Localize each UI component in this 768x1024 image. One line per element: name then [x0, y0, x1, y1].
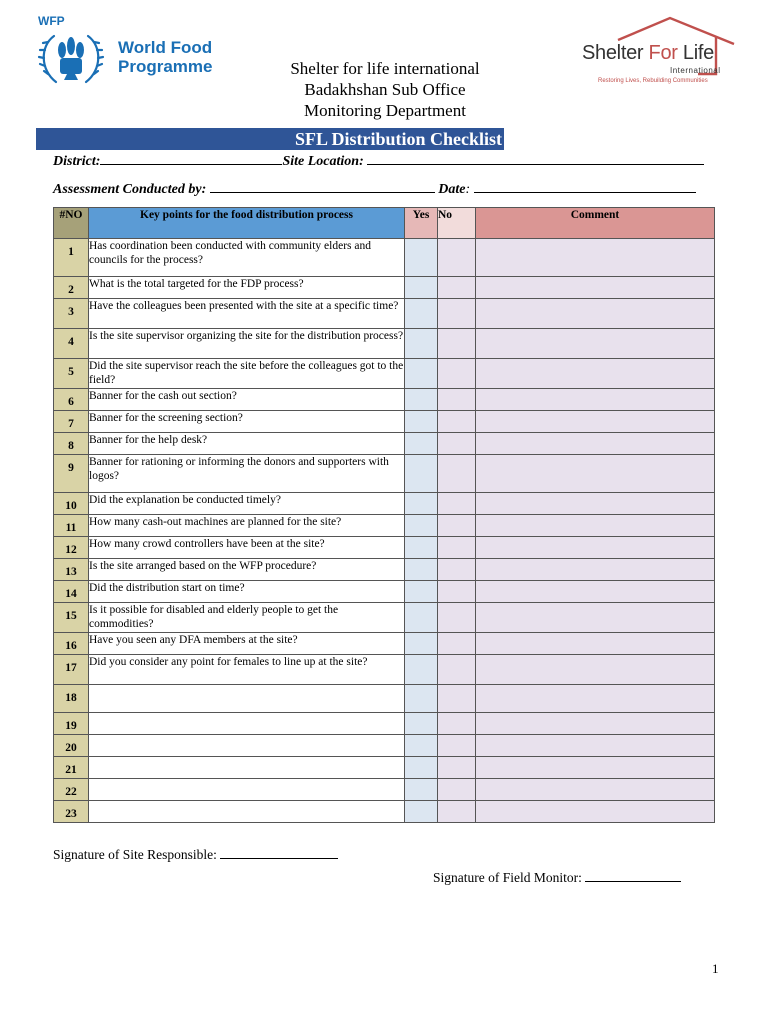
row-comment-cell[interactable] — [476, 359, 715, 389]
signature-field-monitor — [433, 869, 681, 886]
row-comment-cell[interactable] — [476, 433, 715, 455]
row-number: 4 — [54, 329, 89, 359]
row-number: 16 — [54, 633, 89, 655]
header-organization: Shelter for life international — [290, 59, 480, 78]
row-question: Is the site supervisor organizing the site for the distribution process? — [89, 329, 405, 359]
row-number: 18 — [54, 685, 89, 713]
row-yes-cell[interactable] — [405, 633, 438, 655]
row-number: 2 — [54, 277, 89, 299]
row-question: Is the site arranged based on the WFP procedure? — [89, 559, 405, 581]
row-yes-cell[interactable] — [405, 239, 438, 277]
row-yes-cell[interactable] — [405, 757, 438, 779]
table-row — [54, 411, 715, 433]
row-question: Have the colleagues been presented with the site at a specific time? — [89, 299, 405, 329]
row-comment-cell[interactable] — [476, 455, 715, 493]
row-question: Did you consider any point for females to line up at the site? — [89, 655, 405, 685]
sfl-name-life: Life — [677, 42, 714, 64]
row-yes-cell[interactable] — [405, 433, 438, 455]
row-number: 9 — [54, 455, 89, 493]
row-yes-cell[interactable] — [405, 455, 438, 493]
table-row — [54, 389, 715, 411]
row-comment-cell[interactable] — [476, 713, 715, 735]
row-no-cell[interactable] — [438, 735, 476, 757]
row-comment-cell[interactable] — [476, 329, 715, 359]
row-no-cell[interactable] — [438, 757, 476, 779]
table-row — [54, 713, 715, 735]
row-question: Did the distribution start on time? — [89, 581, 405, 603]
row-number: 8 — [54, 433, 89, 455]
row-question: Is it possible for disabled and elderly people to get the commodities? — [89, 603, 405, 633]
row-no-cell[interactable] — [438, 581, 476, 603]
row-yes-cell[interactable] — [405, 779, 438, 801]
signature-site-responsible — [53, 846, 338, 863]
row-question — [89, 735, 405, 757]
row-comment-cell[interactable] — [476, 493, 715, 515]
row-no-cell[interactable] — [438, 455, 476, 493]
assessment-label: Assessment Conducted by: — [53, 182, 207, 197]
table-row — [54, 779, 715, 801]
row-yes-cell[interactable] — [405, 389, 438, 411]
row-question: Banner for the help desk? — [89, 433, 405, 455]
row-number: 22 — [54, 779, 89, 801]
row-no-cell[interactable] — [438, 655, 476, 685]
site-location-field[interactable] — [367, 152, 704, 165]
signature-monitor-field[interactable] — [585, 869, 681, 882]
row-no-cell[interactable] — [438, 515, 476, 537]
row-question: What is the total targeted for the FDP process? — [89, 277, 405, 299]
row-question: Banner for the cash out section? — [89, 389, 405, 411]
row-question: Did the explanation be conducted timely? — [89, 493, 405, 515]
row-comment-cell[interactable] — [476, 735, 715, 757]
row-comment-cell[interactable] — [476, 757, 715, 779]
header-comment: Comment — [476, 208, 715, 239]
row-number: 20 — [54, 735, 89, 757]
row-question: Banner for rationing or informing the donors and supporters with logos? — [89, 455, 405, 493]
header-no: #NO — [54, 208, 89, 239]
row-comment-cell[interactable] — [476, 537, 715, 559]
row-comment-cell[interactable] — [476, 655, 715, 685]
row-question: Banner for the screening section? — [89, 411, 405, 433]
header-no-answer: No — [438, 208, 476, 239]
row-question — [89, 801, 405, 823]
row-comment-cell[interactable] — [476, 801, 715, 823]
row-comment-cell[interactable] — [476, 515, 715, 537]
row-yes-cell[interactable] — [405, 655, 438, 685]
date-colon: : — [465, 182, 471, 197]
signature-monitor-label: Signature of Field Monitor: — [433, 870, 582, 885]
date-label: Date — [438, 182, 466, 197]
checklist-table — [53, 207, 715, 823]
header-department: Monitoring Department — [304, 101, 466, 120]
header-yes: Yes — [405, 208, 438, 239]
table-header-row — [54, 208, 715, 239]
row-number: 7 — [54, 411, 89, 433]
row-no-cell[interactable] — [438, 329, 476, 359]
row-number: 3 — [54, 299, 89, 329]
row-yes-cell[interactable] — [405, 581, 438, 603]
row-question — [89, 757, 405, 779]
row-no-cell[interactable] — [438, 559, 476, 581]
document-title-text: SFL Distribution Checklist — [294, 129, 502, 149]
table-row — [54, 685, 715, 713]
table-row — [54, 735, 715, 757]
row-yes-cell[interactable] — [405, 685, 438, 713]
row-no-cell[interactable] — [438, 239, 476, 277]
row-number: 11 — [54, 515, 89, 537]
table-row — [54, 603, 715, 633]
row-question: Have you seen any DFA members at the site? — [89, 633, 405, 655]
wfp-name-line2: Programme — [118, 57, 213, 76]
row-no-cell[interactable] — [438, 713, 476, 735]
page-number: 1 — [712, 961, 719, 976]
row-number: 1 — [54, 239, 89, 277]
row-yes-cell[interactable] — [405, 299, 438, 329]
sfl-name-for: For — [648, 42, 678, 64]
assessment-field[interactable] — [210, 180, 435, 193]
table-row — [54, 329, 715, 359]
row-yes-cell[interactable] — [405, 493, 438, 515]
row-no-cell[interactable] — [438, 685, 476, 713]
row-number: 10 — [54, 493, 89, 515]
row-no-cell[interactable] — [438, 779, 476, 801]
row-comment-cell[interactable] — [476, 685, 715, 713]
row-no-cell[interactable] — [438, 277, 476, 299]
table-row — [54, 277, 715, 299]
row-no-cell[interactable] — [438, 433, 476, 455]
site-location-label: Site Location: — [282, 154, 364, 169]
wfp-emblem-icon — [36, 28, 106, 90]
row-no-cell[interactable] — [438, 389, 476, 411]
signature-site-label: Signature of Site Responsible: — [53, 847, 217, 862]
row-question — [89, 685, 405, 713]
table-row — [54, 633, 715, 655]
row-number: 6 — [54, 389, 89, 411]
row-no-cell[interactable] — [438, 633, 476, 655]
table-row — [54, 299, 715, 329]
row-no-cell[interactable] — [438, 801, 476, 823]
wfp-name-line1: World Food — [118, 38, 213, 57]
row-comment-cell[interactable] — [476, 779, 715, 801]
table-row — [54, 239, 715, 277]
row-question: Has coordination been conducted with community elders and councils for the process? — [89, 239, 405, 277]
wfp-name — [118, 38, 212, 76]
row-no-cell[interactable] — [438, 411, 476, 433]
sfl-international: International — [670, 66, 721, 75]
row-no-cell[interactable] — [438, 537, 476, 559]
row-yes-cell[interactable] — [405, 515, 438, 537]
row-no-cell[interactable] — [438, 359, 476, 389]
row-number: 19 — [54, 713, 89, 735]
header-office: Badakhshan Sub Office — [304, 80, 466, 99]
row-question: Did the site supervisor reach the site before the colleagues got to the field? — [89, 359, 405, 389]
header-question: Key points for the food distribution process — [89, 208, 405, 239]
row-comment-cell[interactable] — [476, 633, 715, 655]
row-yes-cell[interactable] — [405, 411, 438, 433]
row-number: 5 — [54, 359, 89, 389]
row-yes-cell[interactable] — [405, 603, 438, 633]
wfp-abbr: WFP — [38, 14, 65, 28]
wfp-logo — [36, 14, 226, 94]
table-row — [54, 537, 715, 559]
table-row — [54, 801, 715, 823]
row-number: 12 — [54, 537, 89, 559]
sfl-name-shelter: Shelter — [582, 42, 649, 64]
table-row — [54, 655, 715, 685]
row-comment-cell[interactable] — [476, 603, 715, 633]
row-yes-cell[interactable] — [405, 735, 438, 757]
table-row — [54, 359, 715, 389]
row-yes-cell[interactable] — [405, 359, 438, 389]
date-field[interactable] — [474, 180, 696, 193]
row-yes-cell[interactable] — [405, 537, 438, 559]
signature-site-field[interactable] — [220, 846, 338, 859]
row-yes-cell[interactable] — [405, 559, 438, 581]
table-row — [54, 515, 715, 537]
row-question: How many cash-out machines are planned for the site? — [89, 515, 405, 537]
assessment-row — [53, 180, 696, 198]
sfl-name — [582, 42, 714, 65]
table-row — [54, 493, 715, 515]
row-comment-cell[interactable] — [476, 299, 715, 329]
row-no-cell[interactable] — [438, 493, 476, 515]
row-number: 14 — [54, 581, 89, 603]
row-comment-cell[interactable] — [476, 559, 715, 581]
sfl-logo — [578, 16, 738, 92]
table-row — [54, 559, 715, 581]
sfl-tagline: Restoring Lives, Rebuilding Communities — [598, 78, 708, 84]
row-number: 13 — [54, 559, 89, 581]
row-yes-cell[interactable] — [405, 329, 438, 359]
checklist-body — [54, 239, 715, 823]
row-number: 17 — [54, 655, 89, 685]
row-comment-cell[interactable] — [476, 389, 715, 411]
table-row — [54, 433, 715, 455]
table-row — [54, 455, 715, 493]
table-row — [54, 757, 715, 779]
row-question: How many crowd controllers have been at the site? — [89, 537, 405, 559]
row-no-cell[interactable] — [438, 299, 476, 329]
row-yes-cell[interactable] — [405, 713, 438, 735]
row-number: 21 — [54, 757, 89, 779]
row-number: 23 — [54, 801, 89, 823]
document-header — [250, 58, 520, 121]
row-comment-cell[interactable] — [476, 277, 715, 299]
row-question — [89, 713, 405, 735]
row-comment-cell[interactable] — [476, 239, 715, 277]
district-row — [53, 152, 704, 170]
row-comment-cell[interactable] — [476, 581, 715, 603]
document-title — [36, 128, 504, 150]
row-yes-cell[interactable] — [405, 277, 438, 299]
row-no-cell[interactable] — [438, 603, 476, 633]
district-label: District: — [53, 154, 101, 169]
row-yes-cell[interactable] — [405, 801, 438, 823]
table-row — [54, 581, 715, 603]
district-field[interactable] — [100, 152, 282, 165]
row-question — [89, 779, 405, 801]
row-number: 15 — [54, 603, 89, 633]
row-comment-cell[interactable] — [476, 411, 715, 433]
